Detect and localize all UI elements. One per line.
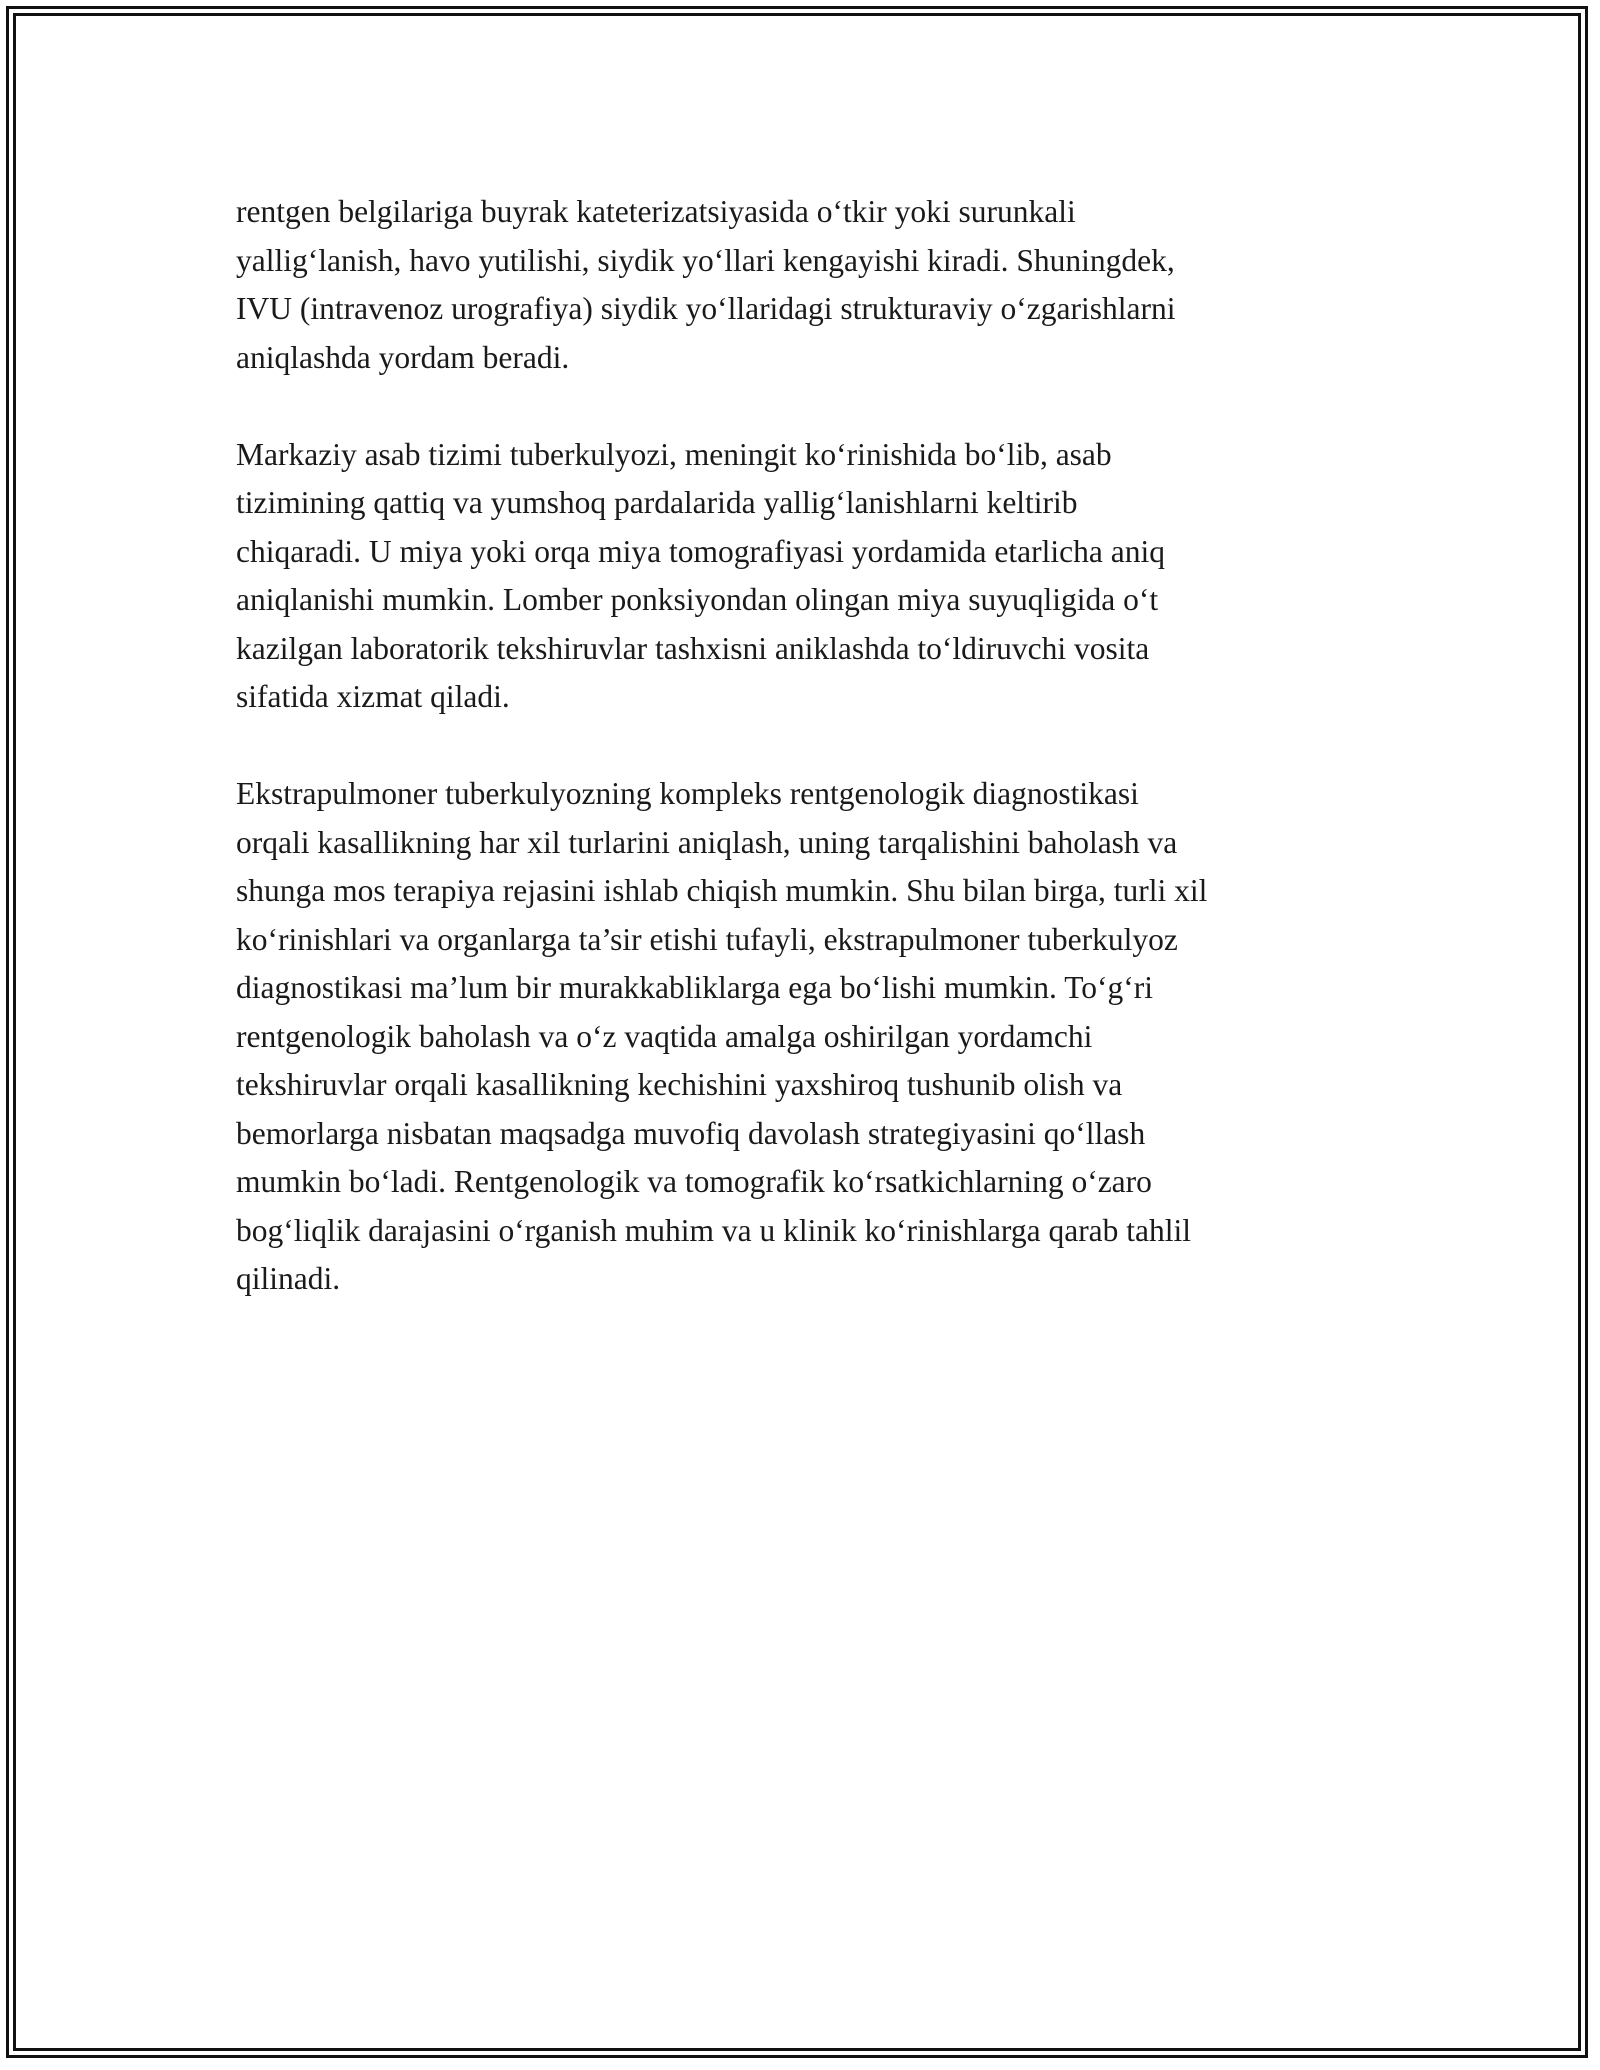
text-line: IVU (intravenoz urografiya) siydik yo‘llaridagi strukturaviy o‘zgarishlarni	[236, 291, 1176, 326]
text-line: mumkin bo‘ladi. Rentgenologik va tomografik ko‘rsatkichlarning o‘zaro	[236, 1164, 1152, 1199]
text-line: chiqaradi. U miya yoki orqa miya tomografiyasi yordamida etarlicha aniq	[236, 533, 1165, 569]
text-line: rentgen belgilariga buyrak kateterizatsiyasida o‘tkir yoki surunkali	[236, 194, 1076, 229]
text-line: aniqlanishi mumkin. Lomber ponksiyondan olingan miya suyuqligida o‘t	[236, 582, 1159, 617]
document-body	[236, 188, 1386, 1352]
text-line: yallig‘lanish, havo yutilishi, siydik yo‘llari kengayishi kiradi. Shuningdek,	[236, 242, 1175, 278]
paragraph-extrapulmonary-diagnostics	[236, 770, 1386, 1304]
text-line: rentgenologik baholash va o‘z vaqtida amalga oshirilgan yordamchi	[236, 1018, 1093, 1054]
text-line: shunga mos terapiya rejasini ishlab chiqish mumkin. Shu bilan birga, turli xil	[236, 873, 1208, 908]
text-line: ko‘rinishlari va organlarga ta’sir etishi tufayli, ekstrapulmoner tuberkulyoz	[236, 921, 1178, 957]
paragraph-cns-tuberculosis	[236, 431, 1386, 722]
text-line: aniqlashda yordam beradi.	[236, 339, 570, 375]
text-line: tizimining qattiq va yumshoq pardalarida yallig‘lanishlarni keltirib	[236, 485, 1078, 520]
text-line: sifatida xizmat qiladi.	[236, 679, 510, 714]
text-line: Ekstrapulmoner tuberkulyozning kompleks rentgenologik diagnostikasi	[236, 776, 1139, 811]
text-line: bog‘liqlik darajasini o‘rganish muhim va u klinik ko‘rinishlarga qarab tahlil	[236, 1212, 1192, 1248]
text-line: diagnostikasi ma’lum bir murakkabliklarga ega bo‘lishi mumkin. To‘g‘ri	[236, 970, 1153, 1005]
text-line: tekshiruvlar orqali kasallikning kechishini yaxshiroq tushunib olish va	[236, 1067, 1123, 1102]
paragraph-urinary-xray	[236, 188, 1386, 382]
text-line: kazilgan laboratorik tekshiruvlar tashxisni aniklashda to‘ldiruvchi vosita	[236, 630, 1150, 666]
text-line: Markaziy asab tizimi tuberkulyozi, meningit ko‘rinishida bo‘lib, asab	[236, 436, 1112, 472]
text-line: qilinadi.	[236, 1261, 341, 1296]
text-line: bemorlarga nisbatan maqsadga muvofiq davolash strategiyasini qo‘llash	[236, 1115, 1146, 1151]
text-line: orqali kasallikning har xil turlarini aniqlash, uning tarqalishini baholash va	[236, 824, 1178, 860]
